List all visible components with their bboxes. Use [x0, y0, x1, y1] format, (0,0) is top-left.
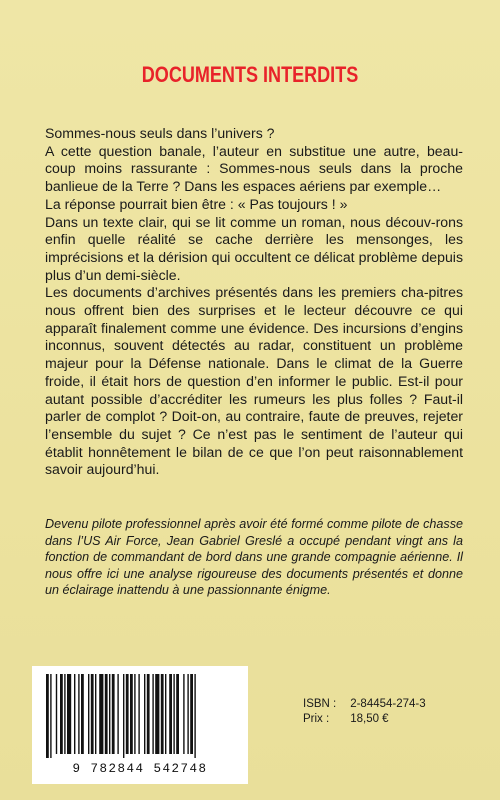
barcode-bar — [165, 674, 166, 754]
barcode-bar — [187, 674, 188, 754]
barcode-bar — [126, 674, 129, 754]
barcode-bar — [152, 674, 153, 754]
barcode-bar — [74, 674, 75, 754]
barcode-bar — [130, 674, 133, 754]
barcode-bar — [176, 674, 179, 754]
price-label: Prix : — [303, 713, 330, 725]
isbn-line — [303, 697, 426, 712]
barcode-bar — [155, 674, 159, 754]
barcode-bar — [109, 674, 110, 754]
barcode-bar — [161, 674, 164, 754]
barcode-bar — [99, 674, 103, 754]
barcode-bar — [117, 674, 118, 754]
barcode-bar — [138, 674, 139, 754]
barcode-bar — [173, 674, 174, 754]
isbn-label: ISBN : — [303, 698, 337, 710]
blurb — [45, 125, 463, 479]
barcode-bar — [81, 674, 84, 754]
barcode-bar — [183, 674, 184, 754]
barcode-bar — [64, 674, 65, 754]
barcode-bar — [67, 674, 71, 754]
barcode-bar — [50, 674, 51, 758]
blurb-paragraph: La réponse pourrait bien être : « Pas toujours ! » — [45, 195, 348, 212]
blurb-paragraph: Dans un texte clair, qui se lit comme un roman, nous découv-rons enfin quelle réalité se cache derrière les mensonges, les imprécisions et la dérision qui occultent ce délicat problème depuis plus d’un demi-siècle. — [45, 213, 463, 283]
author-bio: Devenu pilote professionnel après avoir été formé comme pilote de chasse dans l’US Air Force, Jean Gabriel Greslé a occupé pendant vingt ans la fonction de commandant de bord dans une grande compagnie aérienne. Il nous offre ici une analyse rigoureuse des documents présentés et donne un éclairage inattendu à une passionnante énigme. — [45, 517, 463, 598]
blurb-paragraph: A cette question banale, l’auteur en substitue une autre, beau-coup moins rassurante : Sommes-nous seuls dans la proche banlieue de la Terre ? Dans les espaces aériens par exemple… — [45, 142, 463, 195]
barcode-digits: 9 782844 542748 — [72, 762, 208, 776]
barcode-bar — [190, 674, 193, 754]
barcode-bar — [105, 674, 108, 754]
barcode — [32, 666, 248, 784]
blurb-paragraph: Les documents d’archives présentés dans les premiers cha-pitres nous offrent bien des surprises et le lecteur découvre ce qui apparaît finalement comme une évidence. Des incursions d’engins inconnus, souvent détectés au radar, constituent un problème majeur pour la Défense nationale. Dans le climat de la Guerre froide, il était hors de question d’en informer le public. Est-il pour autant possible d’accréditer les rumeurs les plus folles ? Faut-il parler de complot ? Doit-on, au contraire, faute de preuves, rejeter l’ensemble du sujet ? Ce n’est pas le sentiment de l’auteur qui établit honnêtement le bilan de ce que l’on peut raisonnablement savoir aujourd’hui. — [45, 284, 463, 478]
barcode-bar — [95, 674, 96, 754]
price-line — [303, 712, 426, 727]
barcode-bar — [144, 674, 145, 754]
barcode-bar — [88, 674, 89, 754]
isbn-value: 2-84454-274-3 — [350, 698, 426, 710]
barcode-bar — [91, 674, 94, 754]
barcode-bar — [46, 674, 49, 758]
barcode-bar — [112, 674, 115, 754]
barcode-bar — [147, 674, 150, 754]
barcode-bar — [123, 674, 124, 758]
barcode-bar — [56, 674, 57, 754]
barcode-bar — [194, 674, 195, 758]
barcode-bar — [60, 674, 63, 754]
blurb-paragraph: Sommes-nous seuls dans l’univers ? — [45, 125, 275, 141]
barcode-bars — [40, 674, 240, 758]
barcode-bar — [78, 674, 79, 754]
price-value: 18,50 € — [350, 713, 389, 725]
barcode-bar — [169, 674, 172, 754]
barcode-bar — [134, 674, 135, 754]
book-title: DOCUMENTS INTERDITS — [141, 62, 359, 87]
isbn-price-block — [303, 697, 426, 727]
